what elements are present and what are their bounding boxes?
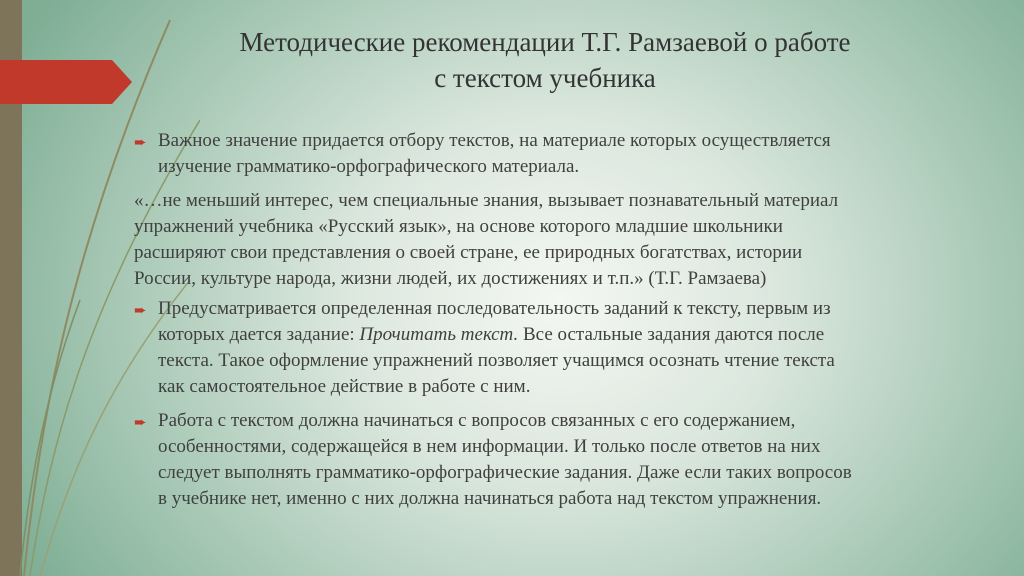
- text-line: упражнений учебника «Русский язык», на основе которого младшие школьники: [134, 216, 783, 237]
- text-fragment: которых дается задание:: [158, 324, 360, 345]
- text-line: особенностями, содержащейся в нем информации. И только после ответов на них: [158, 436, 821, 457]
- text-line: следует выполнять грамматико-орфографические задания. Даже если таких вопросов: [158, 462, 852, 483]
- text-line: текста. Такое оформление упражнений позволяет учащимся осознать чтение текста: [158, 350, 835, 371]
- text-line: Важное значение придается отбору текстов, на материале которых осуществляется: [158, 130, 831, 151]
- text-line: изучение грамматико-орфографического материала.: [158, 156, 580, 177]
- text-line: России, культуре народа, жизни людей, их достижениях и т.п.» (Т.Г. Рамзаева): [134, 268, 767, 289]
- arrow-right-icon: ➨: [134, 301, 147, 319]
- text-line: в учебнике нет, именно с них должна начинаться работа над текстом упражнения.: [158, 488, 822, 509]
- text-line: как самостоятельное действие в работе с ним.: [158, 376, 531, 397]
- text-line: [158, 322, 986, 348]
- arrow-right-icon: ➨: [134, 413, 147, 431]
- quote-block: [134, 188, 986, 292]
- slide-body: [134, 128, 986, 520]
- title-line-1: Методические рекомендации Т.Г. Рамзаевой о работе: [239, 27, 851, 57]
- italic-phrase: Прочитать текст.: [359, 324, 519, 345]
- bullet-item: [134, 296, 986, 400]
- text-line: Предусматривается определенная последовательность заданий к тексту, первым из: [158, 298, 831, 319]
- text-line: «…не меньший интерес, чем специальные знания, вызывает познавательный материал: [134, 190, 839, 211]
- text-line: Работа с текстом должна начинаться с вопросов связанных с его содержанием,: [158, 410, 796, 431]
- text-fragment: Все остальные задания даются после: [518, 324, 825, 345]
- red-arrow-banner: [0, 60, 132, 104]
- arrow-right-icon: ➨: [134, 133, 147, 151]
- bullet-item: [134, 128, 986, 180]
- bullet-item: [134, 408, 986, 512]
- slide-title: [150, 24, 940, 96]
- text-line: расширяют свои представления о своей стране, ее природных богатствах, истории: [134, 242, 803, 263]
- title-line-2: с текстом учебника: [434, 63, 656, 93]
